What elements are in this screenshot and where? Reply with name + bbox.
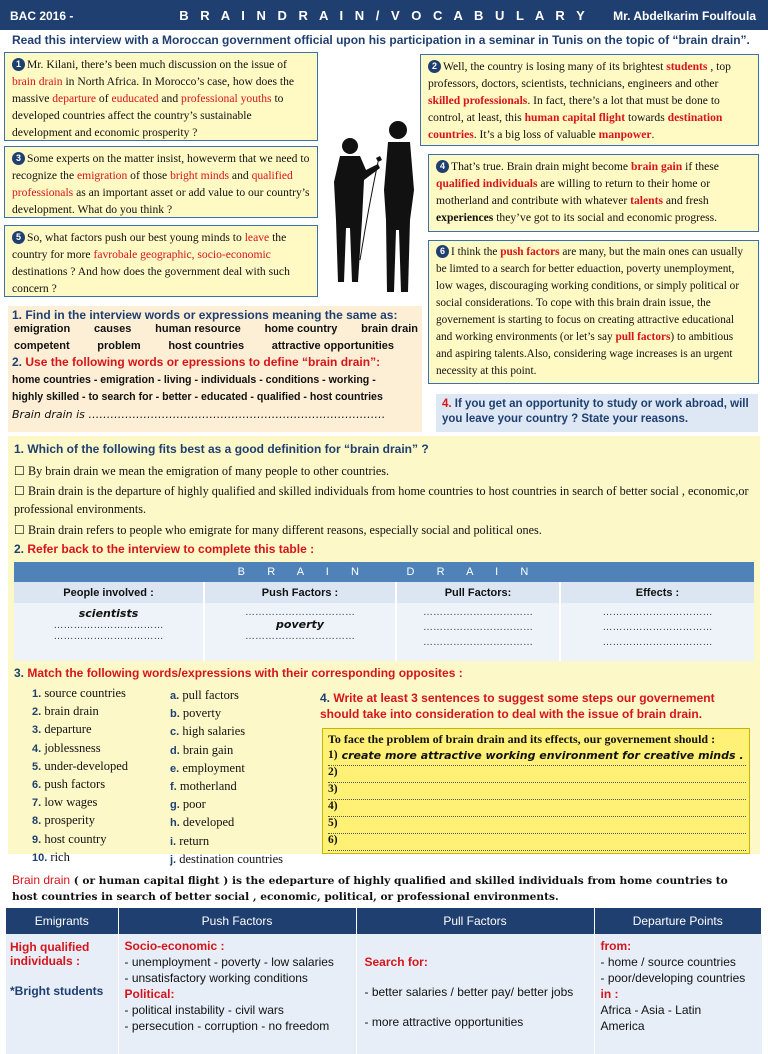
interview-bubble-3 xyxy=(4,146,318,218)
question-1 xyxy=(12,308,397,322)
cell-text: *Bright students xyxy=(10,984,104,998)
cell-text: - persecution - corruption - no freedom xyxy=(124,1019,330,1033)
item-text: high salaries xyxy=(182,724,246,739)
column-header: People involved : xyxy=(14,582,204,603)
match-item-left xyxy=(32,812,128,830)
table-cell[interactable] xyxy=(14,603,204,661)
answer-lines xyxy=(328,749,746,851)
item-number: 10. xyxy=(32,851,48,864)
table-cell[interactable] xyxy=(396,603,560,661)
bubble-number: 4 xyxy=(436,160,449,173)
column-header: Emigrants xyxy=(6,908,118,934)
item-text: destination countries xyxy=(179,851,284,866)
word: brain drain xyxy=(361,323,418,335)
bubble-text: are many, but the main ones can usually be limted to a search for better eduaction, poverty unemployment, low wages, discouraging working conditions, or simply political or social considerations. To cope with this brain drain issue, the governement is starting to focus on creating attractive educational and working environments (or let’s say xyxy=(436,246,744,343)
match-right-column xyxy=(170,687,283,869)
bubble-text: I think the xyxy=(451,246,501,258)
question-4 xyxy=(442,397,758,427)
line-number: 6) xyxy=(328,834,338,846)
column-header: Pull Factors xyxy=(356,908,594,934)
match-item-right xyxy=(170,760,283,778)
cell-text: High qualified individuals : xyxy=(10,940,90,968)
question-text: Find in the interview words or expressions meaning the same as: xyxy=(22,308,398,322)
keyword: students xyxy=(666,60,708,73)
question-4b xyxy=(320,690,750,722)
match-item-right xyxy=(170,687,283,705)
bubble-text: are willing to return to their home or motherland and contribute with whatever xyxy=(436,177,711,207)
item-text: departure xyxy=(44,722,92,737)
page-title: B R A I N D R A I N / V O C A B U L A R Y xyxy=(179,8,589,23)
line-text: create more attractive working environment for creative minds . xyxy=(341,749,744,762)
word: home country xyxy=(264,323,338,335)
word: host countries xyxy=(168,340,245,352)
item-text: motherland xyxy=(179,779,237,794)
brain-drain-definition xyxy=(0,868,768,909)
line-number: 5) xyxy=(328,817,338,829)
question-2b xyxy=(14,542,314,556)
item-text: brain drain xyxy=(44,704,99,719)
match-item-left xyxy=(32,740,128,758)
match-item-left xyxy=(32,849,128,867)
brain-drain-table xyxy=(14,562,754,661)
cell-text: - political instability - civil wars xyxy=(124,1003,284,1017)
item-text: under-developed xyxy=(44,758,129,773)
item-letter: e. xyxy=(170,762,180,775)
item-text: employment xyxy=(182,760,245,775)
bubble-text: Some experts on the matter insist, howeverm that we need to recognize the xyxy=(12,152,310,182)
blank-line: …………………………… xyxy=(602,622,713,633)
definition-term: Brain drain xyxy=(12,873,71,887)
bubble-text: and fresh xyxy=(663,194,709,207)
question-number: 2. xyxy=(12,355,23,369)
bubble-number: 2 xyxy=(428,60,441,73)
keyword: experiences xyxy=(436,211,494,224)
item-number: 7. xyxy=(32,797,42,810)
keyword: professional youths xyxy=(181,92,272,105)
word: problem xyxy=(97,340,141,352)
option-3[interactable] xyxy=(14,521,754,539)
table-cell[interactable] xyxy=(204,603,396,661)
bubble-text: That’s true. Brain drain might become xyxy=(451,160,631,173)
bubble-text: . It’s a big loss of valuable xyxy=(473,128,599,141)
item-text: source countries xyxy=(44,686,126,700)
item-text: return xyxy=(179,833,210,848)
item-text: poor xyxy=(182,797,206,812)
word-list-4: highly skilled - to search for - better - educated - qualified - host countries xyxy=(12,391,383,403)
keyword: emigration xyxy=(77,169,128,182)
cell-text: Africa - Asia - Latin xyxy=(600,1003,702,1017)
interview-bubble-1 xyxy=(4,52,318,141)
item-number: 2. xyxy=(32,706,42,719)
item-text: pull factors xyxy=(182,688,239,702)
item-number: 1. xyxy=(32,688,42,700)
keyword: leave xyxy=(244,231,270,244)
bubble-number: 5 xyxy=(12,231,25,244)
question-number: 4. xyxy=(320,691,331,705)
cell-text: - poor/developing countries xyxy=(600,971,746,985)
bubble-text: as an important asset or add value to our country’s development. What do you think ? xyxy=(12,186,310,216)
question-1b xyxy=(14,442,429,456)
bubble-text: . In fact, there’s a lot that must be done to control, at least, this xyxy=(428,94,720,124)
pull-factors-cell xyxy=(356,934,594,1054)
item-number: 4. xyxy=(32,742,42,755)
match-item-left xyxy=(32,703,128,721)
keyword: push factors xyxy=(500,246,560,258)
cell-text: - unemployment - poverty - low salaries xyxy=(124,955,334,969)
item-letter: f. xyxy=(170,781,177,794)
match-item-right xyxy=(170,723,283,741)
item-text: rich xyxy=(50,849,70,864)
answer-line[interactable] xyxy=(328,834,746,851)
cell-heading: in : xyxy=(600,987,619,1001)
bubble-text: in North Africa. In Morocco’s case, how does the massive xyxy=(12,75,295,105)
vocabulary-exercise-box xyxy=(8,306,422,432)
word: competent xyxy=(14,340,70,352)
summary-section xyxy=(0,868,768,1033)
blank-line: …………………………… xyxy=(53,620,164,631)
match-item-left xyxy=(32,685,128,703)
line-number: 2) xyxy=(328,766,338,778)
question-number: 2. xyxy=(14,542,25,556)
keyword: favrobale geographic, socio-economic xyxy=(93,248,271,261)
bubble-text: of those xyxy=(127,169,171,182)
answer-text: scientists xyxy=(78,607,139,620)
match-item-right xyxy=(170,778,283,796)
match-item-left xyxy=(32,721,128,739)
question-2 xyxy=(12,355,380,369)
bubble-text: they’ve got to its social and economic progress. xyxy=(493,211,718,224)
word: attractive opportunities xyxy=(271,340,394,352)
match-item-right xyxy=(170,796,283,814)
checkbox-icon[interactable]: ☐ xyxy=(14,464,25,478)
word: emigration xyxy=(14,323,71,335)
blank-line: …………………………… xyxy=(245,631,355,642)
keyword: talents xyxy=(630,194,663,207)
answer-lead: To face the problem of brain drain and its effects, our governement should : xyxy=(328,732,716,746)
cell-text: - unsatisfactory working conditions xyxy=(124,971,308,985)
word-list-3: home countries - emigration - living - individuals - conditions - working - xyxy=(12,374,376,386)
match-item-right xyxy=(170,705,283,723)
table-title: B R A I N D R A I N xyxy=(14,562,754,582)
blank-line: …………………………… xyxy=(423,622,533,633)
bubble-text: . xyxy=(651,128,655,141)
cell-heading: Socio-economic : xyxy=(124,939,225,953)
definition-answer-line[interactable]: Brain drain is ……………………………………………………………………… xyxy=(12,408,386,421)
answer-line[interactable] xyxy=(328,817,746,834)
emigrants-cell xyxy=(6,934,118,1054)
blank-line: …………………………… xyxy=(423,607,533,618)
bubble-text: ) to ambitious and aspiring talents.Also, considering wage increases is an urgent necessity at this point. xyxy=(436,331,734,377)
word: causes xyxy=(94,323,132,335)
definition-text: ( or human capital flight ) is the edeparture of highly qualified and skilled individuals from home countries to host countries in search of better social , economic, political, or professional environments. xyxy=(12,875,728,903)
cell-text: America xyxy=(600,1019,645,1033)
item-text: low wages xyxy=(44,795,98,810)
option-2[interactable] xyxy=(14,482,754,518)
column-header: Push Factors xyxy=(118,908,356,934)
table-cell[interactable] xyxy=(560,603,754,661)
option-text: By brain drain we mean the emigration of many people to other countries. xyxy=(27,464,390,478)
bubble-number: 6 xyxy=(436,245,449,258)
line-number: 3) xyxy=(328,783,338,795)
item-text: joblessness xyxy=(44,740,101,755)
bubble-text: the country for more xyxy=(12,231,287,261)
question-text: Which of the following fits best as a good definition for “brain drain” ? xyxy=(24,442,429,456)
column-header: Effects : xyxy=(635,586,680,599)
line-number: 4) xyxy=(328,800,338,812)
match-item-right xyxy=(170,814,283,832)
item-text: poverty xyxy=(182,706,222,721)
author: Mr. Abdelkarim Foulfoula xyxy=(613,9,756,23)
match-item-left xyxy=(32,794,128,812)
keyword: bright minds xyxy=(170,169,230,182)
item-letter: h. xyxy=(170,817,180,830)
header-left: BAC 2016 - xyxy=(10,9,74,23)
word: human resource xyxy=(155,323,241,335)
item-text: developed xyxy=(182,815,235,830)
suggestion-answer-box xyxy=(322,728,750,854)
interview-bubble-5 xyxy=(4,225,318,297)
question-3 xyxy=(14,666,463,680)
keyword: pull factors xyxy=(615,331,671,343)
bubble-text: and xyxy=(158,92,182,105)
bubble-text: Well, the country is losing many of its brightest xyxy=(443,60,667,73)
question-text: Write at least 3 sentences to suggest some steps our governement should take into consideration to deal with the issue of brain drain. xyxy=(320,691,715,721)
bubble-text: So, what factors push our best young minds to xyxy=(27,231,245,244)
keyword: departure xyxy=(52,92,97,105)
match-item-left xyxy=(32,776,128,794)
item-number: 6. xyxy=(32,779,42,792)
cell-text: - more attractive opportunities xyxy=(364,1015,524,1029)
departure-cell xyxy=(594,934,762,1054)
checkbox-icon[interactable]: ☐ xyxy=(14,523,25,537)
answer-line[interactable] xyxy=(328,783,746,800)
interview-bubble-4 xyxy=(428,154,759,232)
push-factors-cell xyxy=(118,934,356,1054)
item-letter: c. xyxy=(170,726,180,739)
keyword: manpower xyxy=(598,128,652,141)
cell-heading: from: xyxy=(600,939,632,953)
item-number: 5. xyxy=(32,760,42,773)
keyword: brain drain xyxy=(12,75,63,88)
match-left-column xyxy=(32,685,128,867)
keyword: euducated xyxy=(111,92,159,105)
bubble-text: Mr. Kilani, there’s been much discussion on the issue of xyxy=(27,58,287,71)
keyword: destination countries xyxy=(428,111,723,141)
item-text: brain gain xyxy=(182,742,234,757)
question-number: 1. xyxy=(14,442,25,456)
item-letter: b. xyxy=(170,708,180,721)
blank-line: …………………………… xyxy=(602,637,713,648)
answer-line[interactable] xyxy=(328,749,746,766)
column-header: Push Factors : xyxy=(204,582,396,603)
item-letter: a. xyxy=(170,690,180,702)
question-number: 1. xyxy=(12,308,23,322)
column-header: Departure Points xyxy=(594,908,762,934)
match-item-left xyxy=(32,831,128,849)
blank-line: …………………………… xyxy=(245,607,355,618)
interview-silhouette-illustration xyxy=(320,110,430,300)
item-letter: j. xyxy=(170,853,177,866)
item-text: prosperity xyxy=(44,813,95,828)
keyword: brain gain xyxy=(630,160,683,173)
answer-line[interactable] xyxy=(328,766,746,783)
blank-line: …………………………… xyxy=(423,637,533,648)
item-number: 9. xyxy=(32,833,42,846)
match-item-right xyxy=(170,851,283,869)
item-text: push factors xyxy=(44,777,106,792)
question-number: 3. xyxy=(14,666,25,680)
item-letter: i. xyxy=(170,835,177,848)
keyword: qualified professionals xyxy=(12,169,293,199)
keyword: human capital flight xyxy=(524,111,626,124)
keyword: qualified individuals xyxy=(436,177,538,190)
answer-text: poverty xyxy=(276,618,324,631)
cell-heading: Search for: xyxy=(364,955,428,969)
question-text: Use the following words or epressions to define “brain drain”: xyxy=(22,355,381,369)
match-item-left xyxy=(32,758,128,776)
question-number: 4. xyxy=(442,398,452,410)
keyword: skilled professionals xyxy=(428,94,528,107)
item-number: 8. xyxy=(32,815,42,828)
bubble-text: if these xyxy=(682,160,719,173)
column-header: Pull Factors: xyxy=(396,582,560,603)
bubble-text: , top professors, doctors, scientists, technicians, engineers and other xyxy=(428,60,731,90)
question-4-box xyxy=(436,394,758,432)
question-text: If you get an opportunity to study or work abroad, will you leave your country ? State your reasons. xyxy=(442,398,749,425)
interview-bubble-2 xyxy=(420,54,759,146)
checkbox-icon[interactable]: ☐ xyxy=(14,484,25,498)
option-text: Brain drain is the departure of highly qualified and skilled individuals from home countries to host countries in search of better social , economic,or professional environments. xyxy=(14,484,749,516)
cell-heading: Political: xyxy=(124,987,175,1001)
answer-line[interactable] xyxy=(328,800,746,817)
bubble-text: to developed countries affect the country’s sustainable development and economic prosperity ? xyxy=(12,92,284,139)
word-list-2 xyxy=(14,340,394,352)
item-number: 3. xyxy=(32,724,42,737)
bubble-text: of xyxy=(96,92,112,105)
item-letter: d. xyxy=(170,744,180,757)
option-1[interactable] xyxy=(14,462,754,480)
header-bar xyxy=(0,0,768,30)
option-text: Brain drain refers to people who emigrate for many different reasons, especially social and political ones. xyxy=(27,523,542,537)
cell-text: - home / source countries xyxy=(600,955,736,969)
line-number: 1) xyxy=(328,749,338,761)
question-text: Refer back to the interview to complete this table : xyxy=(24,542,315,556)
interview-bubble-6 xyxy=(428,240,759,384)
bubble-number: 3 xyxy=(12,152,25,165)
match-item-right xyxy=(170,833,283,851)
item-letter: g. xyxy=(170,799,180,812)
bubble-number: 1 xyxy=(12,58,25,71)
bubble-text: towards xyxy=(625,111,668,124)
summary-table xyxy=(6,908,762,1054)
match-item-right xyxy=(170,742,283,760)
intro-instruction: Read this interview with a Moroccan government official upon his participation in a seminar in Tunis on the topic of “brain drain”. xyxy=(12,33,750,47)
question-text: Match the following words/expressions with their corresponding opposites : xyxy=(24,666,463,680)
bubble-text: and xyxy=(229,169,252,182)
blank-line: …………………………… xyxy=(53,631,164,642)
blank-line: …………………………… xyxy=(602,607,713,618)
word-list-1 xyxy=(14,323,418,335)
bubble-text: destinations ? And how does the government deal with such concern ? xyxy=(12,265,290,295)
item-text: host country xyxy=(44,831,107,846)
cell-text: - better salaries / better pay/ better jobs xyxy=(364,985,574,999)
